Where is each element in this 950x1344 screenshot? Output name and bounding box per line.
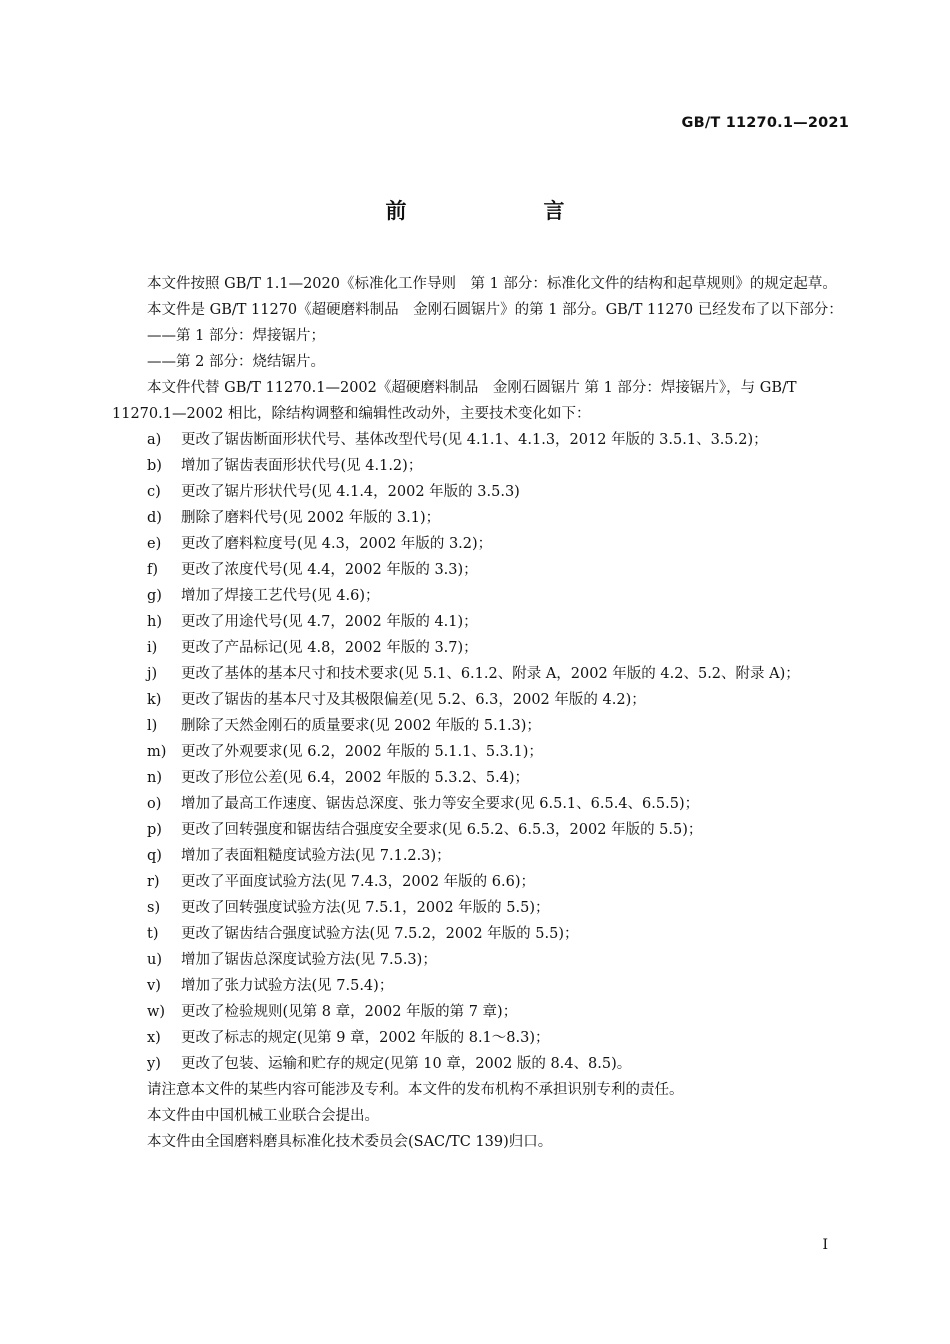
list-item-label: f) — [147, 562, 159, 578]
list-item-text: 更改了锯片形状代号(见 4.1.4，2002 年版的 3.5.3) — [181, 484, 520, 500]
list-item — [112, 713, 850, 739]
list-item-text: 更改了包装、运输和贮存的规定(见第 10 章，2002 版的 8.4、8.5)。 — [181, 1056, 632, 1072]
replace-paragraph: 本文件代替 GB/T 11270.1—2002《超硬磨料制品 金刚石圆锯片 第 1 部分：焊接锯片》，与 GB/T 11270.1—2002 相比，除结构调整和编辑性改动外，主要技术变化如下： — [112, 380, 797, 422]
list-item-label: a) — [147, 432, 162, 448]
list-item — [112, 583, 850, 609]
part-item-2: ——第 2 部分：烧结锯片。 — [147, 354, 325, 370]
list-item-text: 增加了锯齿总深度试验方法(见 7.5.3)； — [181, 952, 437, 968]
list-item-label: o) — [147, 796, 162, 812]
list-item-label: b) — [147, 458, 162, 474]
list-item — [112, 895, 850, 921]
list-item-label: s) — [147, 900, 161, 916]
list-item-text: 更改了锯齿断面形状代号、基体改型代号(见 4.1.1、4.1.3，2012 年版的 3.5.1、3.5.2)； — [181, 432, 768, 448]
list-item — [112, 973, 850, 999]
list-item-text: 更改了回转强度试验方法(见 7.5.1，2002 年版的 5.5)； — [181, 900, 550, 916]
list-item — [112, 609, 850, 635]
list-item-label: c) — [147, 484, 161, 500]
list-item-text: 增加了最高工作速度、锯齿总深度、张力等安全要求(见 6.5.1、6.5.4、6.5.5)； — [181, 796, 700, 812]
list-item-label: e) — [147, 536, 162, 552]
list-item-label: i) — [147, 640, 158, 656]
list-item-text: 更改了平面度试验方法(见 7.4.3，2002 年版的 6.6)； — [181, 874, 535, 890]
list-item-text: 更改了产品标记(见 4.8，2002 年版的 3.7)； — [181, 640, 478, 656]
list-item — [112, 557, 850, 583]
list-item-label: d) — [147, 510, 162, 526]
list-item — [112, 739, 850, 765]
list-item — [112, 661, 850, 687]
list-item — [112, 791, 850, 817]
list-item-label: u) — [147, 952, 162, 968]
list-item-label: l) — [147, 718, 158, 734]
list-item — [112, 1051, 850, 1077]
list-item-label: x) — [147, 1030, 161, 1046]
list-item-text: 增加了焊接工艺代号(见 4.6)； — [181, 588, 380, 604]
list-item — [112, 1025, 850, 1051]
list-item — [112, 817, 850, 843]
list-item-text: 更改了浓度代号(见 4.4，2002 年版的 3.3)； — [181, 562, 478, 578]
list-item — [112, 687, 850, 713]
intro-paragraph-1: 本文件按照 GB/T 1.1—2020《标准化工作导则 第 1 部分：标准化文件的结构和起草规则》的规定起草。 — [147, 276, 837, 292]
list-item-text: 更改了外观要求(见 6.2，2002 年版的 5.1.1、5.3.1)； — [181, 744, 543, 760]
list-item — [112, 999, 850, 1025]
document-body — [112, 271, 850, 1155]
list-item-label: w) — [147, 1004, 166, 1020]
list-item-text: 更改了基体的基本尺寸和技术要求(见 5.1、6.1.2、附录 A，2002 年版的 4.2、5.2、附录 A)； — [181, 666, 800, 682]
list-item-label: g) — [147, 588, 162, 604]
list-item — [112, 479, 850, 505]
list-item-label: p) — [147, 822, 162, 838]
list-item-text: 更改了用途代号(见 4.7，2002 年版的 4.1)； — [181, 614, 478, 630]
list-item-text: 更改了回转强度和锯齿结合强度安全要求(见 6.5.2、6.5.3，2002 年版的 5.5)； — [181, 822, 703, 838]
list-item — [112, 453, 850, 479]
list-item-label: k) — [147, 692, 162, 708]
list-item-label: h) — [147, 614, 162, 630]
list-item — [112, 843, 850, 869]
list-item — [112, 765, 850, 791]
changes-list — [112, 427, 850, 1077]
list-item-text: 更改了形位公差(见 6.4，2002 年版的 5.3.2、5.4)； — [181, 770, 530, 786]
list-item — [112, 531, 850, 557]
committee-statement: 本文件由全国磨料磨具标准化技术委员会(SAC/TC 139)归口。 — [147, 1134, 553, 1150]
list-item-label: y) — [147, 1056, 161, 1072]
list-item-text: 更改了检验规则(见第 8 章，2002 年版的第 7 章)； — [181, 1004, 518, 1020]
list-item — [112, 869, 850, 895]
list-item-label: n) — [147, 770, 162, 786]
list-item-text: 删除了天然金刚石的质量要求(见 2002 年版的 5.1.3)； — [181, 718, 541, 734]
list-item-text: 更改了锯齿的基本尺寸及其极限偏差(见 5.2、6.3，2002 年版的 4.2)； — [181, 692, 646, 708]
page-title: 前 言 — [385, 199, 623, 223]
list-item-text: 增加了表面粗糙度试验方法(见 7.1.2.3)； — [181, 848, 451, 864]
list-item-text: 增加了锯齿表面形状代号(见 4.1.2)； — [181, 458, 423, 474]
list-item — [112, 505, 850, 531]
list-item-text: 增加了张力试验方法(见 7.5.4)； — [181, 978, 394, 994]
standard-code: GB/T 11270.1—2021 — [681, 115, 849, 131]
list-item-label: r) — [147, 874, 160, 890]
list-item-text: 删除了磨料代号(见 2002 年版的 3.1)； — [181, 510, 441, 526]
list-item-text: 更改了磨料粒度号(见 4.3，2002 年版的 3.2)； — [181, 536, 493, 552]
list-item — [112, 427, 850, 453]
list-item-label: j) — [147, 666, 158, 682]
patent-notice: 请注意本文件的某些内容可能涉及专利。本文件的发布机构不承担识别专利的责任。 — [147, 1082, 684, 1098]
list-item — [112, 947, 850, 973]
list-item-label: q) — [147, 848, 162, 864]
page-number: I — [822, 1237, 828, 1253]
part-item-1: ——第 1 部分：焊接锯片； — [147, 328, 325, 344]
list-item — [112, 921, 850, 947]
list-item-text: 更改了锯齿结合强度试验方法(见 7.5.2，2002 年版的 5.5)； — [181, 926, 579, 942]
list-item-label: m) — [147, 744, 167, 760]
intro-paragraph-2: 本文件是 GB/T 11270《超硬磨料制品 金刚石圆锯片》的第 1 部分。GB/T 11270 已经发布了以下部分： — [147, 302, 843, 318]
list-item-label: t) — [147, 926, 159, 942]
list-item — [112, 635, 850, 661]
proposer-statement: 本文件由中国机械工业联合会提出。 — [147, 1108, 379, 1124]
list-item-text: 更改了标志的规定(见第 9 章，2002 年版的 8.1～8.3)； — [181, 1030, 550, 1046]
list-item-label: v) — [147, 978, 161, 994]
